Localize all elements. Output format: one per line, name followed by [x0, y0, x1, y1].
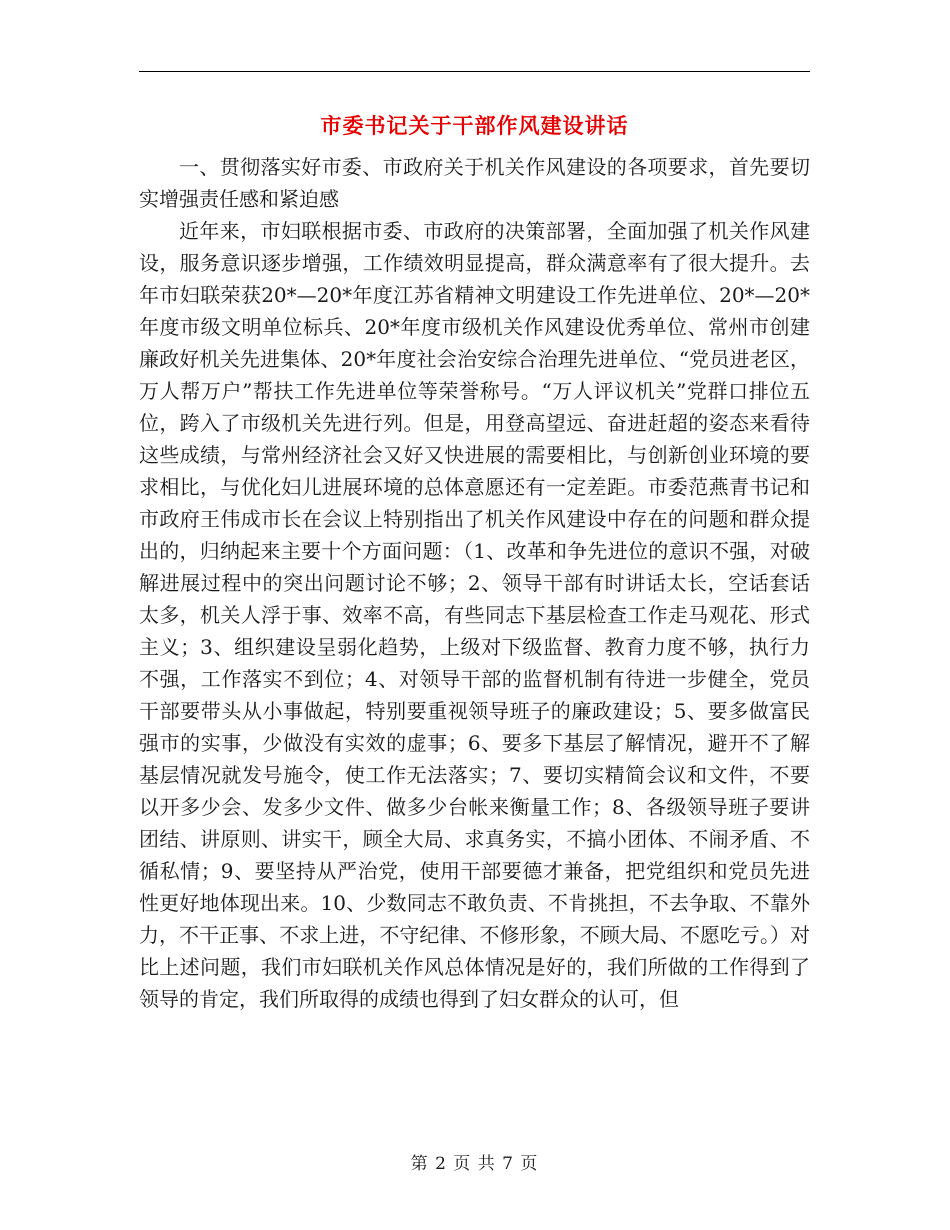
page-number-footer: 第 2 页 共 7 页	[410, 1154, 539, 1174]
document-title: 市委书记关于干部作风建设讲话	[320, 113, 629, 138]
section-heading-paragraph: 一、贯彻落实好市委、市政府关于机关作风建设的各项要求，首先要切实增强责任感和紧迫感	[139, 155, 810, 211]
header-rule	[139, 71, 810, 72]
document-body	[139, 151, 810, 1015]
body-paragraph: 近年来，市妇联根据市委、市政府的决策部署，全面加强了机关作风建设，服务意识逐步增强，工作绩效明显提高，群众满意率有了很大提升。去年市妇联荣获20*—20*年度江苏省精神文明建设工作先进单位、20*—20*年度市级文明单位标兵、20*年度市级机关作风建设优秀单位、常州市创建廉政好机关先进集体、20*年度社会治安综合治理先进单位、“党员进老区，万人帮万户”帮扶工作先进单位等荣誉称号。“万人评议机关”党群口排位五位，跨入了市级机关先进行列。但是，用登高望远、奋进赶超的姿态来看待这些成绩，与常州经济社会又好又快进展的需要相比，与创新创业环境的要求相比，与优化妇儿进展环境的总体意愿还有一定差距。市委范燕青书记和市政府王伟成市长在会议上特别指出了机关作风建设中存在的问题和群众提出的，归纳起来主要十个方面问题：（1、改革和争先进位的意识不强，对破解进展过程中的突出问题讨论不够；2、领导干部有时讲话太长，空话套话太多，机关人浮于事、效率不高，有些同志下基层检查工作走马观花、形式主义；3、组织建设呈弱化趋势，上级对下级监督、教育力度不够，执行力不强，工作落实不到位；4、对领导干部的监督机制有待进一步健全，党员干部要带头从小事做起，特别要重视领导班子的廉政建设；5、要多做富民强市的实事，少做没有实效的虚事；6、要多下基层了解情况，避开不了解基层情况就发号施令，使工作无法落实；7、要切实精简会议和文件，不要以开多少会、发多少文件、做多少台帐来衡量工作；8、各级领导班子要讲团结、讲原则、讲实干，顾全大局、求真务实，不搞小团体、不闹矛盾、不循私情；9、要坚持从严治党，使用干部要德才兼备，把党组织和党员先进性更好地体现出来。10、少数同志不敢负责、不肯挑担，不去争取、不靠外力，不干正事、不求上进，不守纪律、不修形象，不顾大局、不愿吃亏。）对比上述问题，我们市妇联机关作风总体情况是好的，我们所做的工作得到了领导的肯定，我们所取得的成绩也得到了妇女群众的认可，但	[139, 219, 810, 1011]
